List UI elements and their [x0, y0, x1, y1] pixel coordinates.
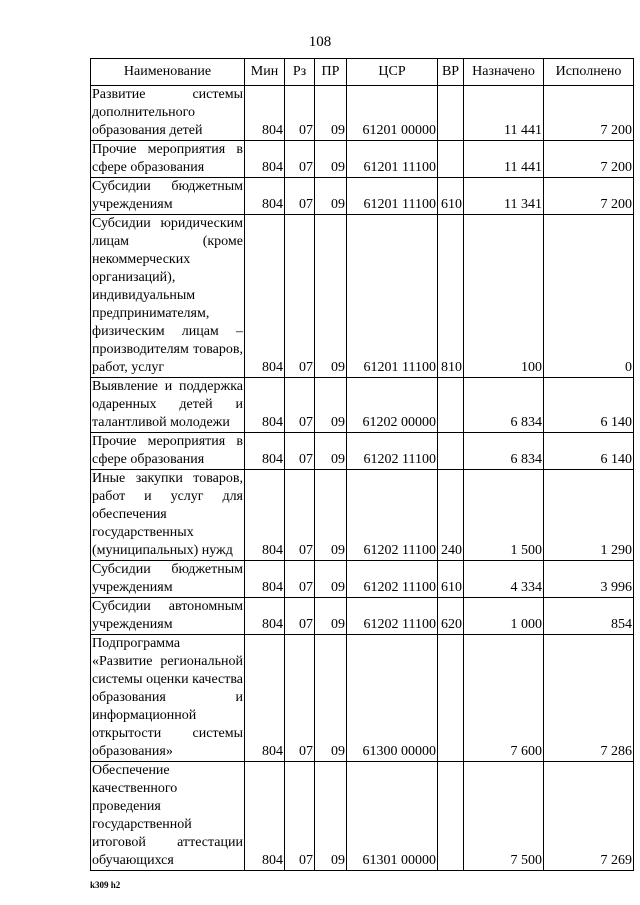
row-executed: 7 200 [544, 178, 634, 215]
row-name: Субсидии бюджетным учреждениям [91, 178, 245, 215]
row-assigned: 6 834 [464, 433, 544, 470]
row-rz: 07 [285, 470, 315, 561]
row-csr: 61300 00000 [347, 635, 438, 762]
row-rz: 07 [285, 178, 315, 215]
row-min: 804 [245, 433, 285, 470]
footer-code: k309 h2 [90, 880, 121, 890]
row-min: 804 [245, 561, 285, 598]
table-row [91, 561, 634, 598]
row-pr: 09 [315, 433, 347, 470]
header-name: Наименование [91, 59, 245, 86]
row-min: 804 [245, 215, 285, 378]
row-vr [438, 762, 464, 871]
row-csr: 61202 11100 [347, 561, 438, 598]
row-pr: 09 [315, 141, 347, 178]
header-assigned: Назначено [464, 59, 544, 86]
row-min: 804 [245, 635, 285, 762]
row-name: Развитие системы дополнительного образования детей [91, 86, 245, 141]
table-row [91, 635, 634, 762]
row-min: 804 [245, 378, 285, 433]
row-assigned: 4 334 [464, 561, 544, 598]
row-name: Субсидии юридическим лицам (кроме некоммерческих организаций), индивидуальным предпринимателям, физическим лицам – производителям товаров, работ, услуг [91, 215, 245, 378]
row-rz: 07 [285, 762, 315, 871]
row-executed: 1 290 [544, 470, 634, 561]
row-rz: 07 [285, 378, 315, 433]
row-csr: 61201 00000 [347, 86, 438, 141]
row-assigned: 11 341 [464, 178, 544, 215]
row-assigned: 100 [464, 215, 544, 378]
table-row [91, 141, 634, 178]
row-vr: 240 [438, 470, 464, 561]
row-name: Иные закупки товаров, работ и услуг для обеспечения государственных (муниципальных) нужд [91, 470, 245, 561]
row-pr: 09 [315, 378, 347, 433]
row-name: Обеспечение качественного проведения государственной итоговой аттестации обучающихся [91, 762, 245, 871]
row-name: Выявление и поддержка одаренных детей и талантливой молодежи [91, 378, 245, 433]
row-pr: 09 [315, 762, 347, 871]
row-csr: 61201 11100 [347, 178, 438, 215]
header-vr: ВР [438, 59, 464, 86]
row-assigned: 1 500 [464, 470, 544, 561]
table-row [91, 178, 634, 215]
header-rz: Рз [285, 59, 315, 86]
row-vr [438, 378, 464, 433]
row-rz: 07 [285, 598, 315, 635]
row-csr: 61301 00000 [347, 762, 438, 871]
row-rz: 07 [285, 561, 315, 598]
row-executed: 7 200 [544, 141, 634, 178]
header-min: Мин [245, 59, 285, 86]
table-row [91, 378, 634, 433]
row-vr: 610 [438, 178, 464, 215]
row-executed: 0 [544, 215, 634, 378]
row-pr: 09 [315, 561, 347, 598]
row-csr: 61201 11100 [347, 141, 438, 178]
row-executed: 7 200 [544, 86, 634, 141]
row-pr: 09 [315, 86, 347, 141]
row-name: Прочие мероприятия в сфере образования [91, 141, 245, 178]
row-vr: 610 [438, 561, 464, 598]
row-min: 804 [245, 141, 285, 178]
row-vr [438, 86, 464, 141]
row-assigned: 1 000 [464, 598, 544, 635]
row-min: 804 [245, 598, 285, 635]
row-min: 804 [245, 762, 285, 871]
row-min: 804 [245, 86, 285, 141]
row-rz: 07 [285, 141, 315, 178]
row-vr: 620 [438, 598, 464, 635]
row-csr: 61202 00000 [347, 378, 438, 433]
row-executed: 7 286 [544, 635, 634, 762]
row-vr: 810 [438, 215, 464, 378]
row-assigned: 11 441 [464, 141, 544, 178]
header-row [91, 59, 634, 86]
row-pr: 09 [315, 470, 347, 561]
row-executed: 6 140 [544, 378, 634, 433]
row-executed: 3 996 [544, 561, 634, 598]
row-name: Прочие мероприятия в сфере образования [91, 433, 245, 470]
row-vr [438, 433, 464, 470]
table-row [91, 598, 634, 635]
row-pr: 09 [315, 635, 347, 762]
row-assigned: 11 441 [464, 86, 544, 141]
row-name: Подпрограмма «Развитие региональной системы оценки качества образования и информационной открытости системы образования» [91, 635, 245, 762]
table-row [91, 470, 634, 561]
row-name: Субсидии бюджетным учреждениям [91, 561, 245, 598]
row-pr: 09 [315, 598, 347, 635]
row-min: 804 [245, 470, 285, 561]
row-assigned: 7 500 [464, 762, 544, 871]
page-number: 108 [308, 34, 332, 50]
budget-table [90, 58, 634, 871]
row-csr: 61202 11100 [347, 598, 438, 635]
row-vr [438, 635, 464, 762]
header-csr: ЦСР [347, 59, 438, 86]
row-executed: 6 140 [544, 433, 634, 470]
table-row [91, 86, 634, 141]
header-pr: ПР [315, 59, 347, 86]
row-rz: 07 [285, 215, 315, 378]
row-csr: 61202 11100 [347, 470, 438, 561]
row-csr: 61201 11100 [347, 215, 438, 378]
row-rz: 07 [285, 86, 315, 141]
row-rz: 07 [285, 635, 315, 762]
row-min: 804 [245, 178, 285, 215]
row-name: Субсидии автономным учреждениям [91, 598, 245, 635]
table-row [91, 762, 634, 871]
row-executed: 854 [544, 598, 634, 635]
row-pr: 09 [315, 215, 347, 378]
table-row [91, 215, 634, 378]
table-row [91, 433, 634, 470]
row-rz: 07 [285, 433, 315, 470]
header-executed: Исполнено [544, 59, 634, 86]
row-csr: 61202 11100 [347, 433, 438, 470]
row-vr [438, 141, 464, 178]
row-executed: 7 269 [544, 762, 634, 871]
row-assigned: 6 834 [464, 378, 544, 433]
row-assigned: 7 600 [464, 635, 544, 762]
row-pr: 09 [315, 178, 347, 215]
